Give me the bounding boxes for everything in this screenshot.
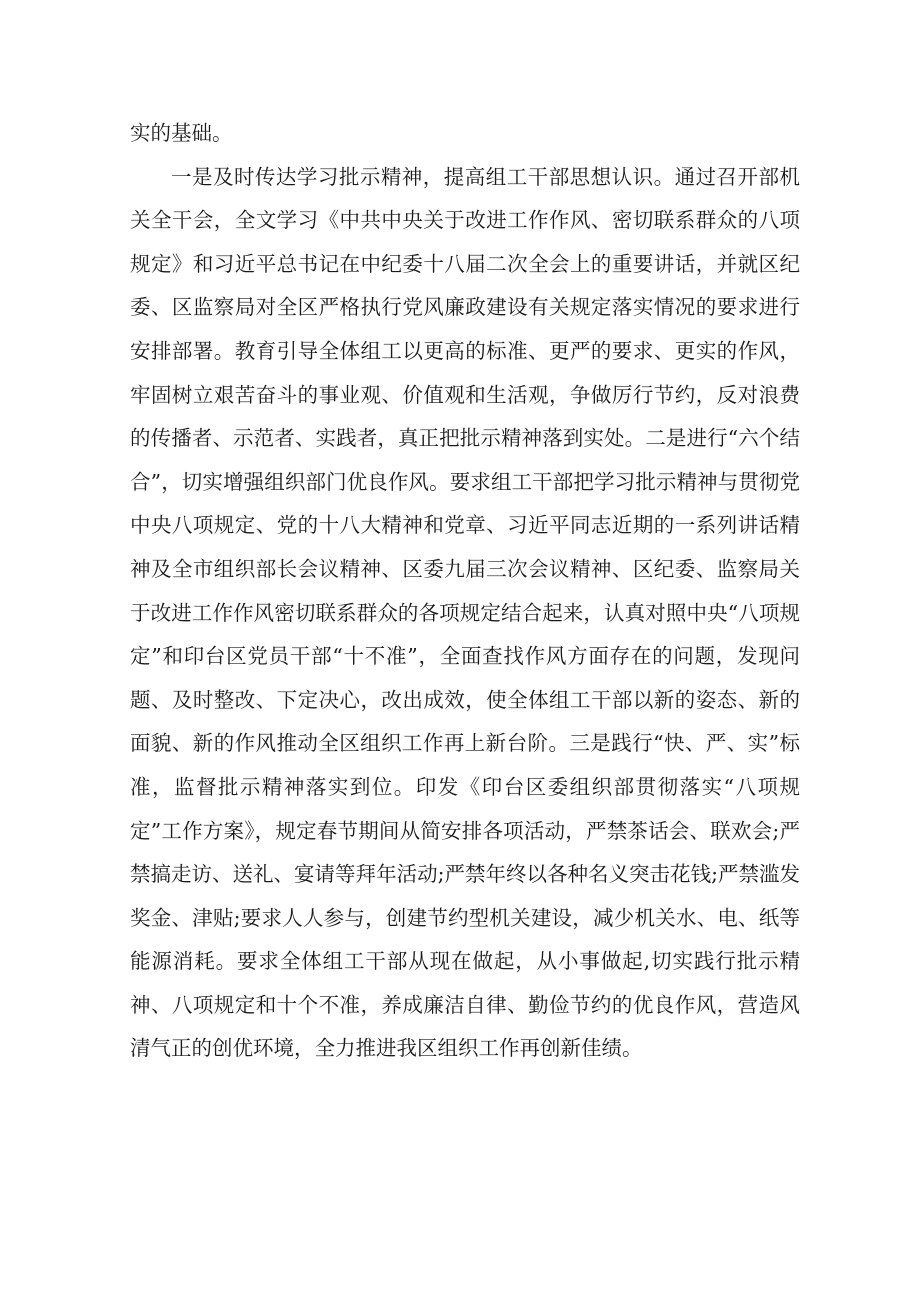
paragraph-continuation: 实的基础。 xyxy=(130,121,233,145)
document-body xyxy=(130,112,800,1071)
paragraph-main: 一是及时传达学习批示精神，提高组工干部思想认识。通过召开部机关全干会，全文学习《中共中央关于改进工作作风、密切联系群众的八项规定》和习近平总书记在中纪委十八届二次全会上的重要讲话，并就区纪委、区监察局对全区严格执行党风廉政建设有关规定落实情况的要求进行安排部署。教育引导全体组工以更高的标准、更严的要求、更实的作风，牢固树立艰苦奋斗的事业观、价值观和生活观，争做厉行节约，反对浪费的传播者、示范者、实践者，真正把批示精神落到实处。二是进行“六个结合”，切实增强组织部门优良作风。要求组工干部把学习批示精神与贯彻党中央八项规定、党的十八大精神和党章、习近平同志近期的一系列讲话精神及全市组织部长会议精神、区委九届三次会议精神、区纪委、监察局关于改进工作作风密切联系群众的各项规定结合起来，认真对照中央“八项规定”和印台区党员干部“十不准”，全面查找作风方面存在的问题，发现问题、及时整改、下定决心，改出成效，使全体组工干部以新的姿态、新的面貌、新的作风推动全区组织工作再上新台阶。三是践行“快、严、实”标准，监督批示精神落实到位。印发《印台区委组织部贯彻落实“八项规定”工作方案》，规定春节期间从简安排各项活动，严禁茶话会、联欢会;严禁搞走访、送礼、宴请等拜年活动;严禁年终以各种名义突击花钱;严禁滥发奖金、津贴;要求人人参与，创建节约型机关建设，减少机关水、电、纸等能源消耗。要求全体组工干部从现在做起，从小事做起,切实践行批示精神、八项规定和十个不准，养成廉洁自律、勤俭节约的优良作风，营造风清气正的创优环境，全力推进我区组织工作再创新佳绩。 xyxy=(130,164,800,1061)
